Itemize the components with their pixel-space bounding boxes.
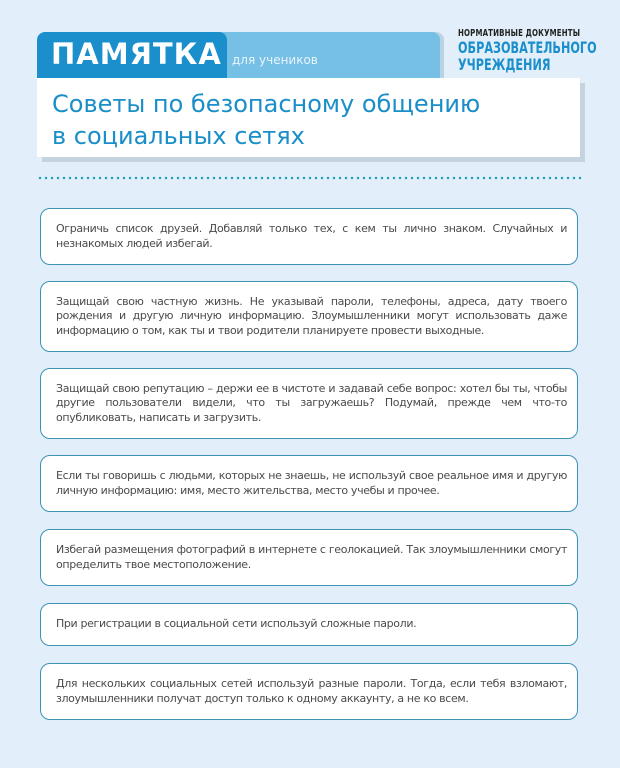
logo-line-3: УЧРЕЖДЕНИЯ	[458, 55, 551, 74]
tip-card	[40, 368, 578, 439]
title-line-2: в социальных сетях	[52, 122, 305, 150]
memo-tab-title: ПАМЯТКА	[51, 37, 222, 71]
tip-card	[40, 455, 578, 512]
title-box	[37, 78, 580, 157]
audience-tab	[216, 32, 440, 78]
tip-card	[40, 603, 578, 646]
title-line-1: Советы по безопасному общению	[52, 90, 481, 118]
dotted-divider	[37, 176, 583, 180]
tip-text: Ограничь список друзей. Добавляй только тех, с кем ты лично знаком. Случайных и незнакомых людей избегай.	[56, 222, 567, 250]
logo-line-2: ОБРАЗОВАТЕЛЬНОГО	[458, 38, 597, 57]
tip-card	[40, 663, 578, 720]
tip-text: Защищай свою репутацию – держи ее в чистоте и задавай себе вопрос: хотел бы ты, чтобы другие пользователи видели, что ты загружаешь? Подумай, прежде чем что-то опубликовать, написать и загрузить.	[56, 381, 567, 424]
logo-line-1: НОРМАТИВНЫЕ ДОКУМЕНТЫ	[458, 28, 581, 39]
tip-card	[40, 281, 578, 352]
publisher-logo	[458, 29, 597, 73]
audience-label: для учеников	[232, 53, 318, 67]
tip-text: Для нескольких социальных сетей используй разные пароли. Тогда, если тебя взломают, злоумышленники получат доступ только к одному аккаунту, а не ко всем.	[56, 677, 567, 705]
memo-tab	[37, 32, 227, 78]
tip-card	[40, 208, 578, 265]
tip-text: Избегай размещения фотографий в интернете с геолокацией. Так злоумышленники смогут определить твое местоположение.	[56, 543, 567, 571]
tip-text: Защищай свою частную жизнь. Не указывай пароли, телефоны, адреса, дату твоего рождения и другую личную информацию. Злоумышленники могут использовать даже информацию о том, как ты и твои родители планируете провести выходные.	[56, 294, 567, 337]
tip-card	[40, 529, 578, 586]
tip-text: При регистрации в социальной сети используй сложные пароли.	[56, 617, 417, 631]
page-title	[52, 88, 480, 152]
tip-text: Если ты говоришь с людьми, которых не знаешь, не используй свое реальное имя и другую личную информацию: имя, место жительства, место учебы и прочее.	[56, 469, 567, 497]
